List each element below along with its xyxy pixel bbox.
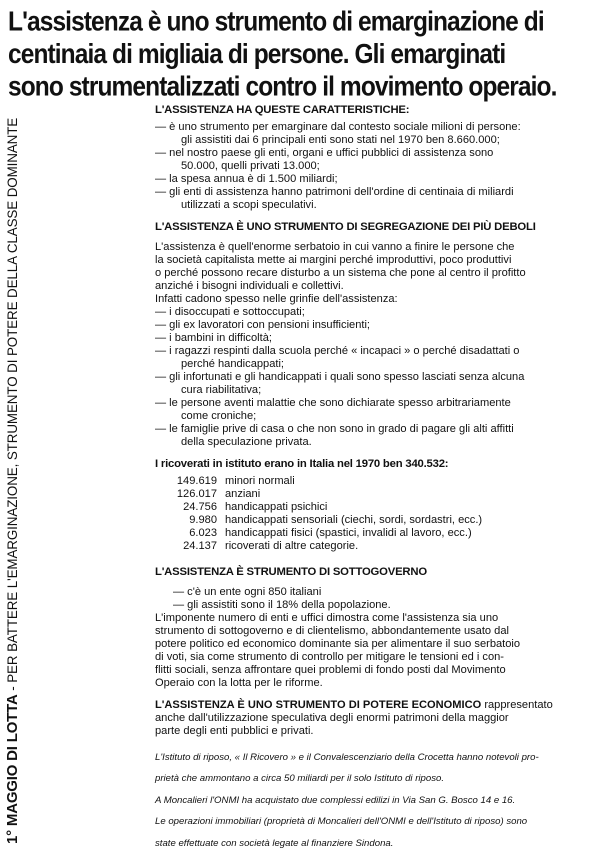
table-cell-count: 149.619: [176, 475, 217, 487]
table-cell-count: 6.023: [189, 527, 217, 539]
list-item: — nel nostro paese gli enti, organi e uffici pubblici di assistenza sono: [155, 147, 494, 159]
list-item: — gli enti di assistenza hanno patrimoni dell'ordine di centinaia di miliardi: [155, 186, 514, 198]
table-cell-count: 9.980: [189, 514, 217, 526]
list-item: come croniche;: [181, 410, 257, 422]
sidebar-slogan-part2: - PER BATTERE L'EMARGINAZIONE, STRUMENTO DI POTERE DELLA CLASSE DOMINANTE: [5, 117, 20, 695]
paragraph-line: parte degli enti pubblici e privati.: [155, 725, 314, 737]
table-row: [163, 488, 482, 501]
list-item: della speculazione privata.: [181, 436, 312, 448]
paragraph-line: L'imponente numero di enti e uffici dimostra come l'assistenza sia uno: [155, 612, 499, 624]
potere-economico-paragraph: [155, 712, 595, 738]
list-item: — le famiglie prive di casa o che non sono in grado di pagare gli alti affitti: [155, 423, 514, 435]
sidebar-slogan-part1: 1° MAGGIO DI LOTTA: [4, 694, 21, 844]
ricoverati-table: [163, 475, 482, 553]
list-item: utilizzati a scopi speculativi.: [181, 199, 317, 211]
segregation-paragraph: [155, 241, 595, 306]
paragraph-line: di voti, sia come strumento di controllo per mitigare le tensioni ed i con-: [155, 651, 504, 663]
headline-line: centinaia di migliaia di persone. Gli emarginati: [8, 39, 506, 70]
sidebar-slogan: [2, 104, 24, 844]
paragraph-line: anche dall'utilizzazione speculativa degli enormi patrimoni della maggior: [155, 712, 509, 724]
list-item: — i ragazzi respinti dalla scuola perché « incapaci » o perché disadattati o: [155, 345, 520, 357]
sidebar-slogan-text: [2, 104, 24, 844]
table-cell-count: 126.017: [176, 488, 217, 500]
table-cell-category: handicappati psichici: [225, 501, 328, 513]
list-item: cura riabilitativa;: [181, 384, 262, 396]
list-item: — è uno strumento per emarginare dal contesto sociale milioni di persone:: [155, 121, 521, 133]
segregation-list: [155, 306, 595, 449]
footnote-line: prietà che ammontano a circa 50 miliardi per il solo Istituto di riposo.: [155, 773, 445, 785]
headline: [8, 6, 596, 103]
table-cell-category: handicappati sensoriali (ciechi, sordi, sordastri, ecc.): [225, 514, 483, 526]
list-item: — i bambini in difficoltà;: [155, 332, 272, 344]
paragraph-line: potere politico ed economico dominante sia per alimentare il suo serbatoio: [155, 638, 521, 650]
footnote: [155, 752, 595, 850]
section-heading-characteristics: L'ASSISTENZA HA QUESTE CARATTERISTICHE:: [155, 104, 410, 116]
table-row: [163, 475, 482, 488]
list-item: — gli ex lavoratori con pensioni insufficienti;: [155, 319, 371, 331]
paragraph-line: flitti sociali, senza affrontare quei problemi di fondo posti dal Movimento: [155, 664, 506, 676]
paragraph-line: strumento di sottogoverno e di clientelismo, abbondantemente usato dal: [155, 625, 509, 637]
section-heading-ricoverati: I ricoverati in istituto erano in Italia nel 1970 ben 340.532:: [155, 458, 449, 470]
section-heading-sottogoverno: L'ASSISTENZA È STRUMENTO DI SOTTOGOVERNO: [155, 566, 427, 578]
sottogoverno-paragraph: [155, 612, 595, 690]
headline-line: sono strumentalizzati contro il movimento operaio.: [8, 72, 557, 103]
list-item: perché handicappati;: [181, 358, 285, 370]
table-row: [163, 514, 482, 527]
table-row: [163, 501, 482, 514]
table-cell-category: minori normali: [225, 475, 295, 487]
sottogoverno-list: [155, 586, 595, 612]
list-item: — la spesa annua è di 1.500 miliardi;: [155, 173, 338, 185]
headline-line: L'assistenza è uno strumento di emarginazione di: [8, 7, 544, 38]
table-cell-category: ricoverati di altre categorie.: [225, 540, 359, 552]
table-row: [163, 540, 482, 553]
table-cell-count: 24.756: [183, 501, 217, 513]
paragraph-line: o perché possono recare disturbo a un sistema che pone al centro il profitto: [155, 267, 526, 279]
list-item: gli assistiti dai 6 principali enti sono stati nel 1970 ben 8.660.000;: [181, 134, 500, 146]
paragraph-line: Infatti cadono spesso nelle grinfie dell'assistenza:: [155, 293, 398, 305]
footnote-line: A Moncalieri l'ONMI ha acquistato due complessi edilizi in Via San G. Bosco 14 e 16.: [155, 794, 516, 806]
section-heading-tail: rappresentato: [481, 699, 553, 711]
list-item: 50.000, quelli privati 13.000;: [181, 160, 320, 172]
characteristics-list: [155, 121, 595, 212]
list-item: — le persone aventi malattie che sono dichiarate spesso arbitrariamente: [155, 397, 511, 409]
table-cell-category: anziani: [225, 488, 261, 500]
paragraph-line: Operaio con la lotta per le riforme.: [155, 677, 323, 689]
footnote-line: state effettuate con società legate al finanziere Sindona.: [155, 837, 394, 849]
list-item: — i disoccupati e sottoccupati;: [155, 306, 305, 318]
list-item: — gli infortunati e gli handicappati i quali sono spesso lasciati senza alcuna: [155, 371, 525, 383]
table-cell-count: 24.137: [183, 540, 217, 552]
footnote-line: Le operazioni immobiliari (proprietà di Moncalieri dell'ONMI e dell'Istituto di riposo) sono: [155, 816, 528, 828]
list-item: — c'è un ente ogni 850 italiani: [173, 586, 322, 598]
section-heading-potere-economico-line: [155, 699, 595, 712]
main-content: [155, 104, 595, 860]
table-row: [163, 527, 482, 540]
list-item: — gli assistiti sono il 18% della popolazione.: [173, 599, 391, 611]
paragraph-line: la società capitalista mette ai margini perché improduttivi, poco produttivi: [155, 254, 512, 266]
table-cell-category: handicappati fisici (spastici, invalidi al lavoro, ecc.): [225, 527, 472, 539]
section-heading-segregation: L'ASSISTENZA È UNO STRUMENTO DI SEGREGAZIONE DEI PIÙ DEBOLI: [155, 221, 536, 233]
paragraph-line: anziché i bisogni individuali e collettivi.: [155, 280, 344, 292]
footnote-line: L'Istituto di riposo, « Il Ricovero » e il Convalescenziario della Crocetta hanno notevoli pro-: [155, 751, 539, 763]
section-heading-potere-economico: L'ASSISTENZA È UNO STRUMENTO DI POTERE ECONOMICO: [155, 699, 482, 711]
paragraph-line: L'assistenza è quell'enorme serbatoio in cui vanno a finire le persone che: [155, 241, 515, 253]
